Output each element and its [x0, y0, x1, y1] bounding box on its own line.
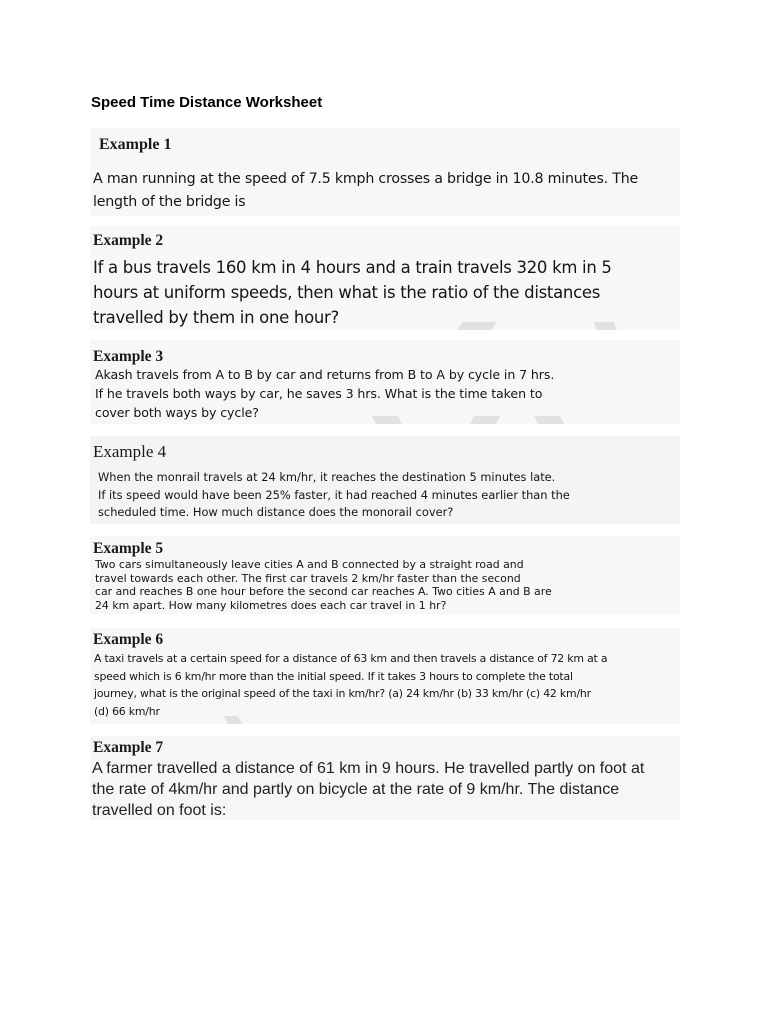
example-question	[95, 365, 554, 422]
example-question	[92, 758, 644, 820]
question-line: hours at uniform speeds, then what is the ratio of the distances	[93, 283, 600, 302]
watermark-shape	[534, 416, 565, 424]
question-line: length of the bridge is	[93, 194, 246, 210]
example-title: Example 6	[93, 631, 164, 648]
example-question	[93, 168, 638, 214]
question-line: car and reaches B one hour before the second car reaches A. Two cities A and B are	[95, 585, 552, 598]
question-line: A man running at the speed of 7.5 kmph crosses a bridge in 10.8 minutes. The	[93, 171, 639, 187]
question-line: If a bus travels 160 km in 4 hours and a train travels 320 km in 5	[93, 258, 612, 277]
question-line: A taxi travels at a certain speed for a distance of 63 km and then travels a distance of 72 km at a	[94, 652, 608, 665]
question-line: speed which is 6 km/hr more than the initial speed. If it takes 3 hours to complete the total	[94, 669, 573, 683]
example-6-block	[90, 628, 680, 724]
example-question	[93, 255, 612, 330]
question-line: Two cars simultaneously leave cities A and B connected by a straight road and	[95, 558, 524, 571]
example-3-block	[90, 340, 680, 424]
page-title: Speed Time Distance Worksheet	[91, 94, 323, 111]
question-line: (d) 66 km/hr	[94, 704, 160, 718]
watermark-shape	[470, 416, 501, 424]
example-title: Example 7	[93, 739, 164, 756]
example-title: Example 2	[93, 232, 164, 249]
question-line: When the monrail travels at 24 km/hr, it reaches the destination 5 minutes late.	[98, 470, 556, 484]
question-line: 24 km apart. How many kilometres does each car travel in 1 hr?	[95, 598, 447, 612]
example-5-block	[90, 536, 680, 614]
example-question	[94, 650, 607, 720]
example-title: Example 3	[93, 348, 164, 365]
question-line: If its speed would have been 25% faster, it had reached 4 minutes earlier than the	[98, 487, 570, 502]
question-line: A farmer travelled a distance of 61 km in 9 hours. He travelled partly on foot at	[92, 760, 645, 777]
question-line: scheduled time. How much distance does the monorail cover?	[98, 505, 454, 519]
question-line: travel towards each other. The first car travels 2 km/hr faster than the second	[95, 571, 521, 585]
question-line: travelled on foot is:	[92, 802, 227, 819]
example-7-block	[90, 736, 680, 820]
example-2-block	[90, 226, 680, 330]
example-1-block	[90, 128, 680, 216]
example-title: Example 4	[93, 442, 167, 461]
question-line: cover both ways by cycle?	[95, 405, 259, 420]
example-question	[98, 469, 570, 522]
example-question	[95, 558, 552, 612]
question-line: the rate of 4km/hr and partly on bicycle at the rate of 9 km/hr. The distance	[92, 781, 620, 798]
example-4-block	[90, 436, 680, 524]
question-line: travelled by them in one hour?	[93, 308, 339, 327]
question-line: If he travels both ways by car, he saves 3 hrs. What is the time taken to	[95, 386, 543, 401]
watermark-shape	[458, 322, 497, 330]
question-line: Akash travels from A to B by car and returns from B to A by cycle in 7 hrs.	[95, 367, 555, 382]
example-title: Example 5	[93, 540, 164, 557]
example-title: Example 1	[99, 136, 172, 153]
question-line: journey, what is the original speed of the taxi in km/hr? (a) 24 km/hr (b) 33 km/hr (c) 42 km/hr	[94, 687, 591, 700]
watermark-shape	[594, 322, 617, 330]
watermark-shape	[372, 416, 403, 424]
